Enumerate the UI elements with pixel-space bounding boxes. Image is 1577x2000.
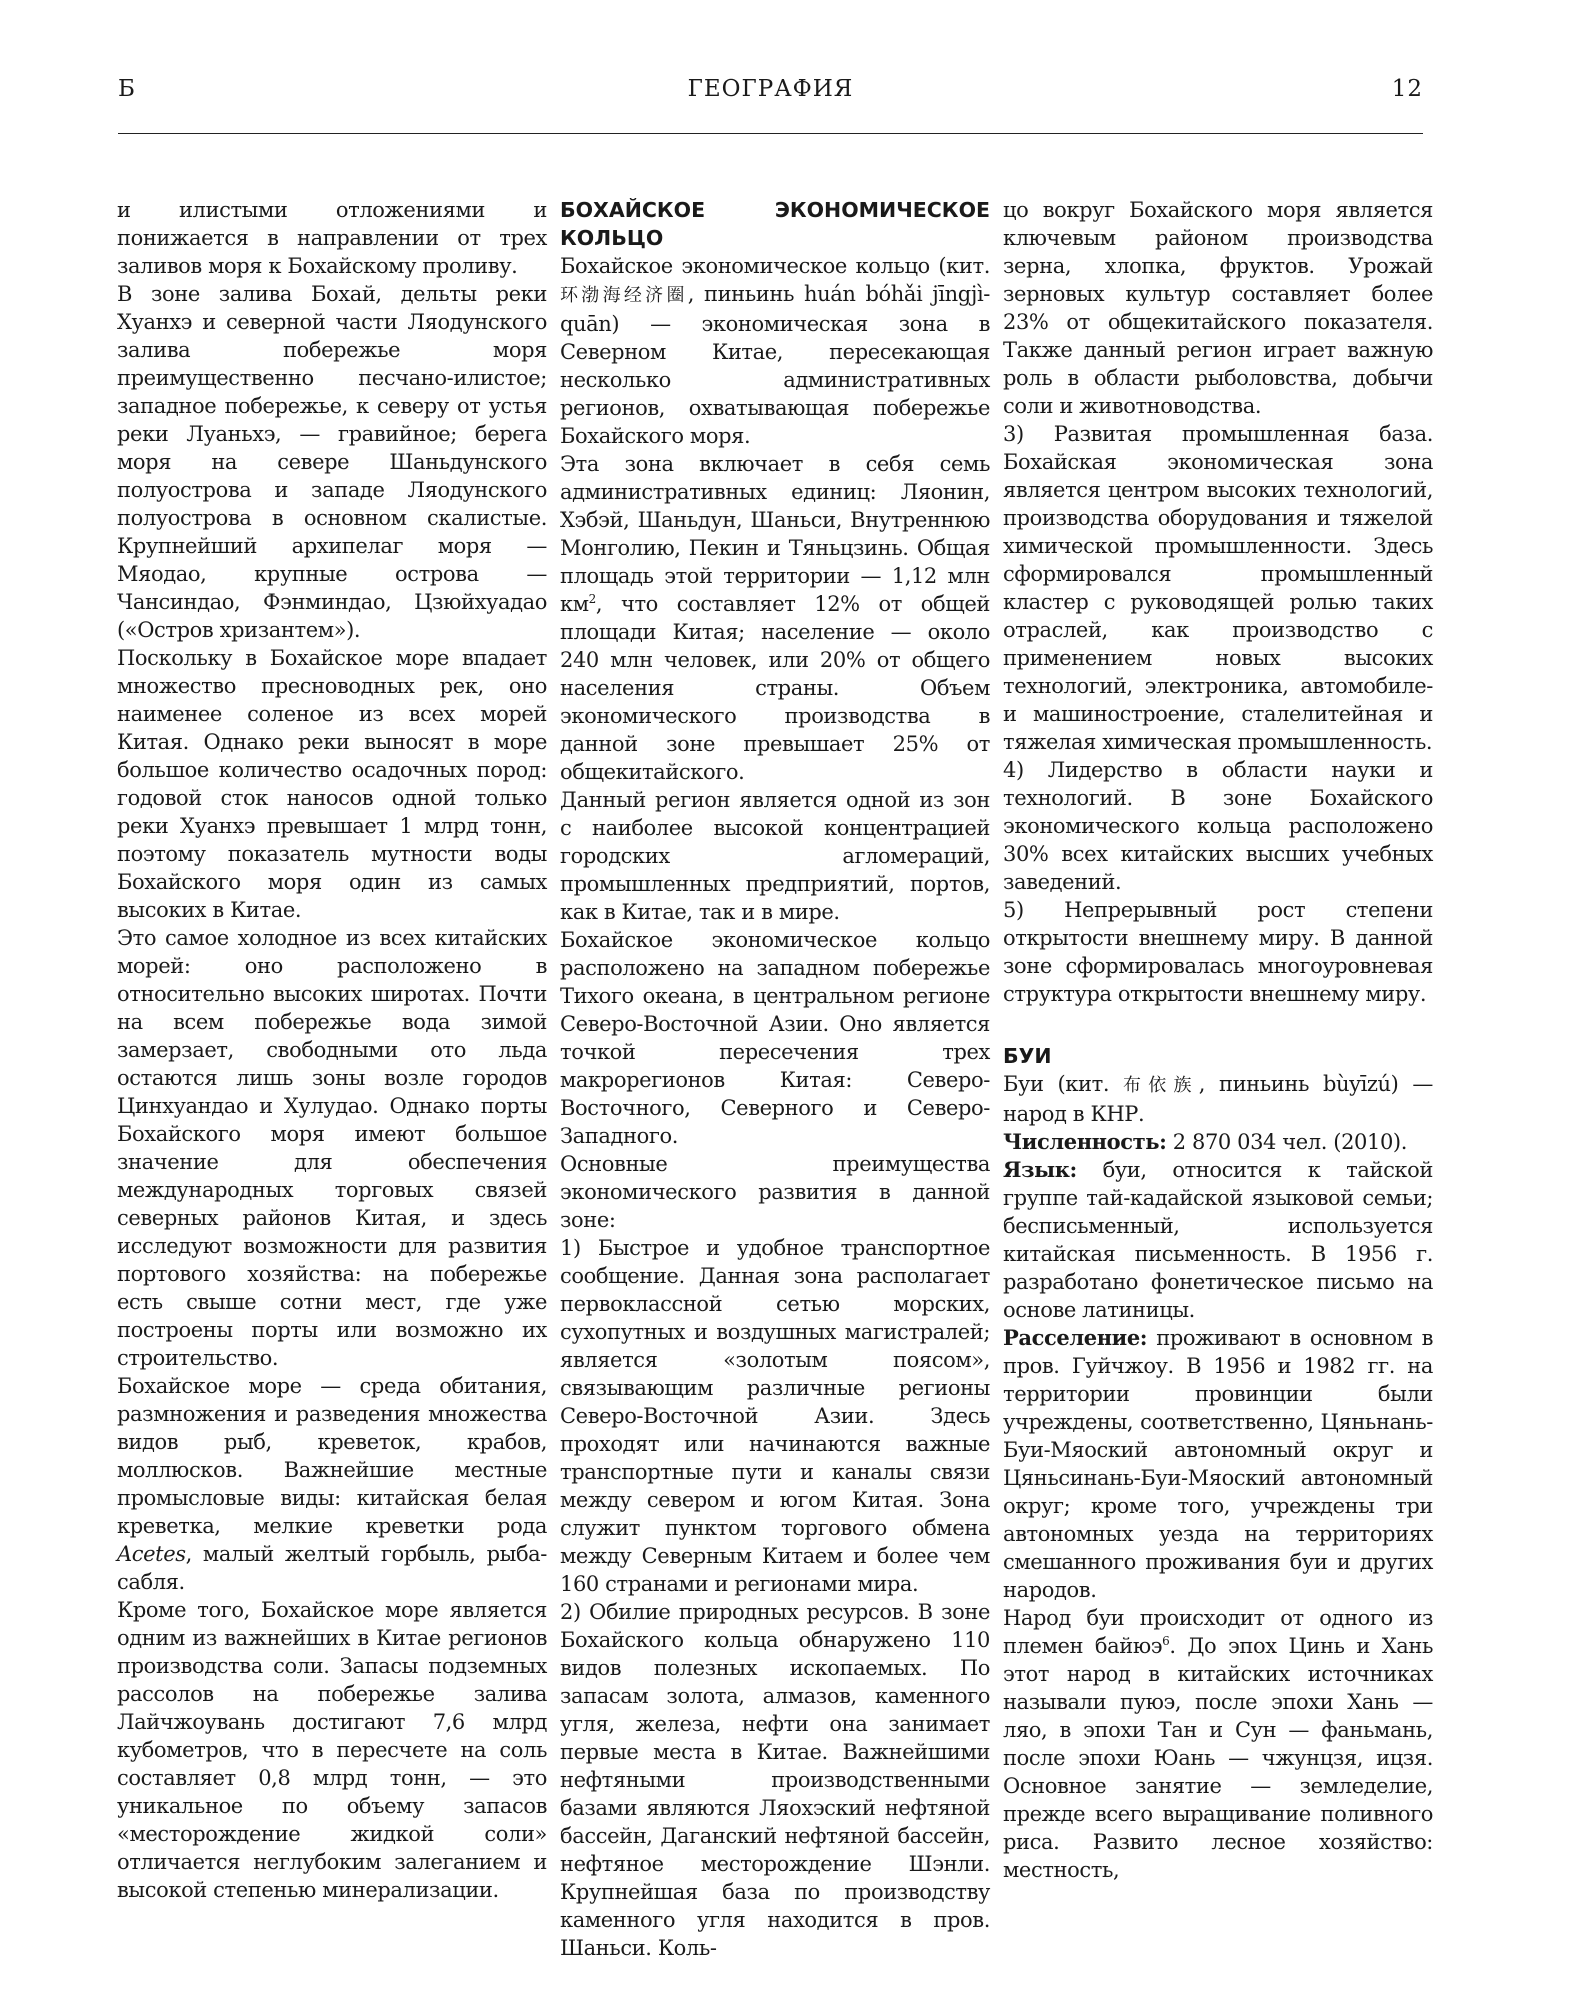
footnote-marker: 6 bbox=[1162, 1634, 1170, 1648]
paragraph: Кроме того, Бохайское море является одним из важнейших в Китае регионов производства соли. Запасы подземных рассолов на побережье залива Лайчжоувань достигают 7,6 млрд кубометров, что в пересчете на соль составляет 0,8 млрд тонн, — это уникальное по объему запасов «месторождение жидкой соли» отличается неглубоким залеганием и высокой степенью минерализации. bbox=[117, 1598, 547, 1902]
running-head bbox=[118, 76, 1423, 114]
header-section-title: ГЕОГРАФИЯ bbox=[687, 76, 854, 102]
page-number: 12 bbox=[1391, 76, 1423, 102]
text-run: Народ буи происходит от одного из племен байюэ bbox=[1003, 1606, 1433, 1658]
paragraph: Основные преимущества экономического развития в данной зоне: bbox=[560, 1152, 990, 1232]
column-1 bbox=[117, 196, 547, 1904]
text-run: . До эпох Цинь и Хань этот народ в китайских источниках называли пуюэ, после эпохи Хань — ляо, в эпохи Тан и Сун — фаньмань, после эпохи Юань — чжунцзя, ицзя. Основное занятие — земледелие, прежде всего выращивание поливного риса. Развито лесное хозяйство: местность, bbox=[1003, 1634, 1434, 1882]
paragraph bbox=[560, 252, 990, 450]
header-letter: Б bbox=[118, 76, 136, 102]
italic-term: Acetes bbox=[117, 1542, 186, 1566]
paragraph: Это самое холодное из всех китайских морей: оно расположено в относительно высоких широтах. Почти на всем побережье вода зимой замерзает, свободными ото льда остаются лишь зоны возле городов Цинхуандао и Хулудао. Однако порты Бохайского моря имеют большое значение для обеспечения международных торговых связей северных районов Китая, и здесь исследуют возможности для развития портового хозяйства: на побережье есть свыше сотни мест, где уже построены порты или возможно их строительство. bbox=[117, 926, 547, 1370]
paragraph bbox=[1003, 1070, 1433, 1128]
text-run: Бохайское экономическое кольцо (кит. bbox=[560, 254, 990, 278]
text-run: проживают в основном в пров. Гуйчжоу. В 1956 и 1982 гг. на территории провинции были учреждены, соответственно, Цяньнань-Буи-Мяоский автономный округ и Цяньсинань-Буи-Мяоский автономный округ; кроме того, учреждены три автономных уезда на территориях смешанного проживания буи и других народов. bbox=[1003, 1326, 1433, 1602]
paragraph: В зоне залива Бохай, дельты реки Хуанхэ и северной части Ляодунского залива побережье моря преимущественно песчано-илистое; западное побережье, к северу от устья реки Луаньхэ, — гравийное; берега моря на севере Шаньдунского полуострова и западе Ляодунского полуострова в основном скалистые. Крупнейший архипелаг моря — Мяодао, крупные острова — Чансиндао, Фэнминдао, Цзюйхуадао («Остров хризантем»). bbox=[117, 282, 547, 642]
text-run: буи, относится к тайской группе тай-кадайской языковой семьи; бесписьменный, используется китайская письменность. В 1956 г. разработано фонетическое письмо на основе латиницы. bbox=[1003, 1158, 1433, 1322]
paragraph: и илистыми отложениями и понижается в направлении от трех заливов моря к Бохайскому проливу. bbox=[117, 198, 547, 278]
paragraph: цо вокруг Бохайского моря является ключевым районом производства зерна, хлопка, фруктов. Урожай зерновых культур составляет более 23% от общекитайского показателя. Также данный регион играет важную роль в области рыболовства, добычи соли и животноводства. bbox=[1003, 198, 1433, 418]
paragraph: 4) Лидерство в области науки и технологий. В зоне Бохайского экономического кольца расположено 30% всех китайских высших учебных заведений. bbox=[1003, 758, 1433, 894]
chinese-term: 环渤海经济圈 bbox=[560, 285, 688, 306]
article-heading-buyi: БУИ bbox=[1003, 1044, 1052, 1068]
paragraph bbox=[117, 1372, 547, 1596]
header-rule bbox=[118, 133, 1423, 134]
chinese-term: 布依族 bbox=[1123, 1075, 1199, 1096]
field-label: Численность: bbox=[1003, 1129, 1167, 1154]
column-2 bbox=[560, 196, 990, 1962]
text-run: Буи (кит. bbox=[1003, 1072, 1124, 1096]
paragraph: 3) Развитая промышленная база. Бохайская экономическая зона является центром высоких технологий, производства оборудования и тяжелой химической промышленности. Здесь сформировался промышленный кластер с руководящей ролью таких отраслей, как производство с применением новых высоких технологий, электроника, автомобиле- и машиностроение, сталелитейная и тяжелая химическая промышленность. bbox=[1003, 422, 1433, 754]
paragraph bbox=[1003, 1324, 1433, 1604]
paragraph: Данный регион является одной из зон с наиболее высокой концентрацией городских агломераций, промышленных предприятий, портов, как в Китае, так и в мире. bbox=[560, 788, 990, 924]
paragraph bbox=[1003, 1156, 1433, 1324]
text-run: , пиньинь bùyīzú) — народ в КНР. bbox=[1003, 1072, 1433, 1126]
paragraph: 2) Обилие природных ресурсов. В зоне Бохайского кольца обнаружено 110 видов полезных ископаемых. По запасам золота, алмазов, каменного угля, железа, нефти она занимает первые места в Китае. Важнейшими нефтяными производственными базами являются Ляохэский нефтяной бассейн, Даганский нефтяной бассейн, нефтяное месторождение Шэнли. Крупнейшая база по производству каменного угля находится в пров. Шаньси. Коль- bbox=[560, 1600, 990, 1960]
paragraph bbox=[560, 450, 990, 786]
paragraph: 5) Непрерывный рост степени открытости внешнему миру. В данной зоне сформировалась многоуровневая структура открытости внешнему миру. bbox=[1003, 898, 1433, 1006]
field-label: Язык: bbox=[1003, 1157, 1077, 1182]
superscript: 2 bbox=[588, 592, 596, 606]
field-label: Расселение: bbox=[1003, 1325, 1148, 1350]
paragraph: Бохайское экономическое кольцо расположено на западном побережье Тихого океана, в центральном регионе Северо-Восточной Азии. Оно является точкой пересечения трех макрорегионов Китая: Северо-Восточного, Северного и Северо-Западного. bbox=[560, 928, 990, 1148]
paragraph: Поскольку в Бохайское море впадает множество пресноводных рек, оно наименее соленое из всех морей Китая. Однако реки выносят в море большое количество осадочных пород: годовой сток наносов одной только реки Хуанхэ превышает 1 млрд тонн, поэтому показатель мутности воды Бохайского моря один из самых высоких в Китае. bbox=[117, 646, 547, 922]
article-heading-bohai: БОХАЙСКОЕ ЭКОНОМИЧЕСКОЕ КОЛЬЦО bbox=[560, 198, 990, 250]
paragraph bbox=[1003, 1604, 1433, 1884]
text-run: Эта зона включает в себя семь административных единиц: Ляонин, Хэбэй, Шаньдун, Шаньси, Внутреннюю Монголию, Пекин и Тяньцзинь. Общая площадь этой территории — 1,12 млн км bbox=[560, 452, 990, 616]
column-3 bbox=[1003, 196, 1433, 1884]
text-run: , малый желтый горбыль, рыба-сабля. bbox=[117, 1542, 547, 1594]
text-run: Бохайское море — среда обитания, размножения и разведения множества видов рыб, креветок, крабов, моллюсков. Важнейшие местные промысловые виды: китайская белая креветка, мелкие креветки рода bbox=[117, 1374, 547, 1538]
paragraph: 1) Быстрое и удобное транспортное сообщение. Данная зона располагает первоклассной сетью морских, сухопутных и воздушных магистралей; является «золотым поясом», связывающим различные регионы Северо-Восточной Азии. Здесь проходят или начинаются важные транспортные пути и каналы связи между севером и югом Китая. Зона служит пунктом торгового обмена между Северным Китаем и более чем 160 странами и регионами мира. bbox=[560, 1236, 990, 1596]
text-run: , пиньинь huán bóhǎi jīngjì-quān) — экономическая зона в Северном Китае, пересекающая несколько административных регионов, охватывающая побережье Бохайского моря. bbox=[560, 282, 990, 448]
text-run: , что составляет 12% от общей площади Китая; население — около 240 млн человек, или 20% от общего населения страны. Объем экономического производства в данной зоне превышает 25% от общекитайского. bbox=[560, 592, 990, 784]
text-run: 2 870 034 чел. (2010). bbox=[1166, 1130, 1408, 1154]
paragraph bbox=[1003, 1128, 1433, 1156]
